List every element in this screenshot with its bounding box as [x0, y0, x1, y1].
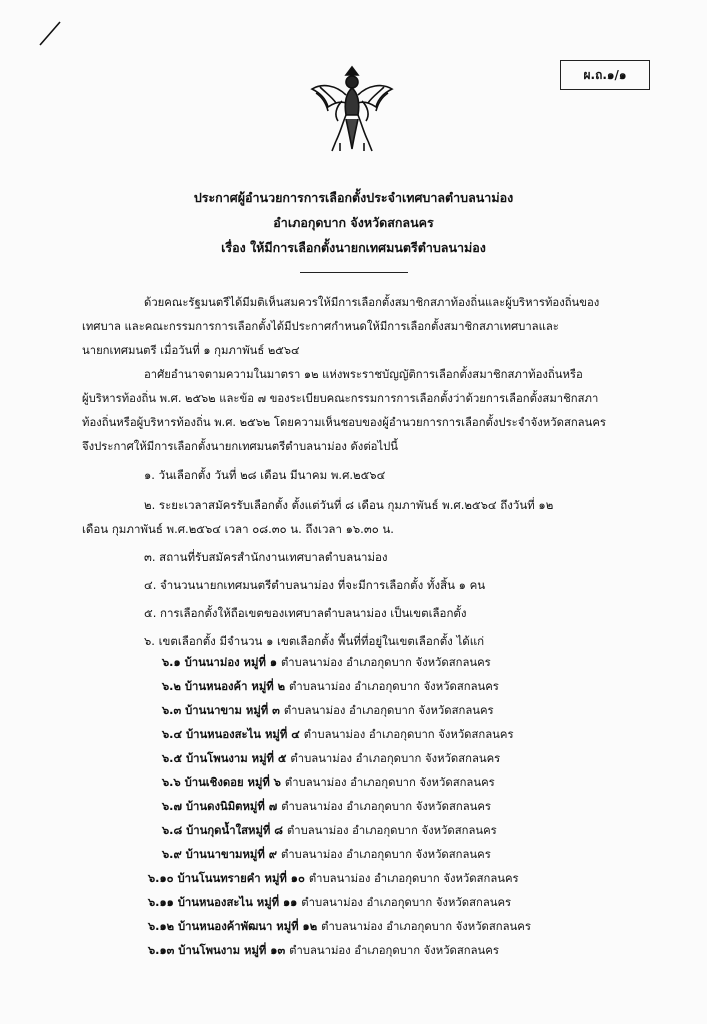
village-name: ๖.๗ บ้านดงนิมิตหมู่ที่ ๗ [162, 800, 278, 813]
village-name: ๖.๔ บ้านหนองสะไน หมู่ที่ ๔ [162, 728, 300, 741]
village-name: ๖.๖ บ้านเชิงดอย หมู่ที่ ๖ [162, 776, 281, 789]
title-divider [300, 272, 408, 273]
paragraph-line: นายกเทศมนตรี เมื่อวันที่ ๑ กุมภาพันธ์ ๒๕๖๔ [82, 344, 300, 357]
form-code: ผ.ถ.๑/๑ [583, 67, 627, 82]
village-address: ตำบลนาม่อง อำเภอกุดบาก จังหวัดสกลนคร [289, 944, 499, 957]
village-row [162, 776, 495, 790]
pen-mark [36, 18, 66, 48]
village-row [162, 656, 491, 670]
item-district-list: ๖. เขตเลือกตั้ง มีจำนวน ๑ เขตเลือกตั้ง พื้นที่ที่อยู่ในเขตเลือกตั้ง ได้แก่ [144, 634, 485, 648]
village-row [148, 872, 519, 886]
village-address: ตำบลนาม่อง อำเภอกุดบาก จังหวัดสกลนคร [308, 872, 519, 885]
item-mayor-count: ๔. จำนวนนายกเทศมนตรีตำบลนาม่อง ที่จะมีการเลือกตั้ง ทั้งสิ้น ๑ คน [144, 578, 486, 592]
item-application-period: ๒. ระยะเวลาสมัครรับเลือกตั้ง ตั้งแต่วันที่ ๘ เดือน กุมภาพันธ์ พ.ศ.๒๕๖๔ ถึงวันที่ ๑๒ [144, 498, 554, 512]
village-name: ๖.๑๒ บ้านหนองค้าพัฒนา หมู่ที่ ๑๒ [148, 920, 318, 933]
village-address: ตำบลนาม่อง อำเภอกุดบาก จังหวัดสกลนคร [290, 752, 501, 765]
announcement-location: อำเภอกุดบาก จังหวัดสกลนคร [273, 215, 434, 230]
village-address: ตำบลนาม่อง อำเภอกุดบาก จังหวัดสกลนคร [281, 800, 491, 813]
village-name: ๖.๓ บ้านนาขาม หมู่ที่ ๓ [162, 704, 280, 717]
village-address: ตำบลนาม่อง อำเภอกุดบาก จังหวัดสกลนคร [280, 656, 491, 669]
village-name: ๖.๑๓ บ้านโพนงาม หมู่ที่ ๑๓ [148, 944, 286, 957]
village-row [162, 704, 494, 718]
village-row [162, 824, 497, 838]
announcement-title: ประกาศผู้อำนวยการการเลือกตั้งประจำเทศบาลตำบลนาม่อง [193, 190, 514, 205]
village-row [162, 848, 491, 862]
village-address: ตำบลนาม่อง อำเภอกุดบาก จังหวัดสกลนคร [280, 848, 491, 861]
village-row [148, 920, 531, 934]
form-code-box [560, 60, 650, 90]
village-row [148, 944, 499, 958]
village-name: ๖.๒ บ้านหนองค้า หมู่ที่ ๒ [162, 680, 286, 693]
village-address: ตำบลนาม่อง อำเภอกุดบาก จังหวัดสกลนคร [283, 704, 494, 717]
paragraph-line: จึงประกาศให้มีการเลือกตั้งนายกเทศมนตรีตำบลนาม่อง ดังต่อไปนี้ [82, 440, 399, 453]
village-row [148, 896, 511, 910]
village-address: ตำบลนาม่อง อำเภอกุดบาก จังหวัดสกลนคร [301, 896, 512, 909]
village-address: ตำบลนาม่อง อำเภอกุดบาก จังหวัดสกลนคร [289, 680, 499, 693]
village-name: ๖.๕ บ้านโพนงาม หมู่ที่ ๕ [162, 752, 287, 765]
garuda-emblem [306, 63, 398, 155]
paragraph-line: เทศบาล และคณะกรรมการการเลือกตั้งได้มีประกาศกำหนดให้มีการเลือกตั้งสมาชิกสภาเทศบาลและ [82, 320, 559, 333]
village-name: ๖.๑๐ บ้านโนนทรายคำ หมู่ที่ ๑๐ [148, 872, 305, 885]
item-application-place: ๓. สถานที่รับสมัครสำนักงานเทศบาลตำบลนาม่อง [144, 550, 388, 564]
paragraph-line: อาศัยอำนาจตามความในมาตรา ๑๒ แห่งพระราชบัญญัติการเลือกตั้งสมาชิกสภาท้องถิ่นหรือ [144, 368, 583, 381]
village-row [162, 728, 514, 742]
item-application-period-cont: เดือน กุมภาพันธ์ พ.ศ.๒๕๖๔ เวลา ๐๘.๓๐ น. ถึงเวลา ๑๖.๓๐ น. [82, 522, 394, 536]
village-address: ตำบลนาม่อง อำเภอกุดบาก จังหวัดสกลนคร [284, 776, 495, 789]
village-row [162, 752, 500, 766]
paragraph-line: ท้องถิ่นหรือผู้บริหารท้องถิ่น พ.ศ. ๒๕๖๒ โดยความเห็นชอบของผู้อำนวยการการเลือกตั้งประจำจังหวัดสกลนคร [82, 416, 606, 429]
paragraph-line: ด้วยคณะรัฐมนตรีได้มีมติเห็นสมควรให้มีการเลือกตั้งสมาชิกสภาท้องถิ่นและผู้บริหารท้องถิ่นของ [144, 296, 600, 309]
announcement-subject: เรื่อง ให้มีการเลือกตั้งนายกเทศมนตรีตำบลนาม่อง [221, 240, 486, 255]
village-name: ๖.๘ บ้านกุดน้ำใสหมู่ที่ ๘ [162, 824, 283, 837]
village-address: ตำบลนาม่อง อำเภอกุดบาก จังหวัดสกลนคร [321, 920, 531, 933]
village-address: ตำบลนาม่อง อำเภอกุดบาก จังหวัดสกลนคร [286, 824, 497, 837]
item-constituency: ๕. การเลือกตั้งให้ถือเขตของเทศบาลตำบลนาม่อง เป็นเขตเลือกตั้ง [144, 606, 467, 620]
item-election-date: ๑. วันเลือกตั้ง วันที่ ๒๘ เดือน มีนาคม พ.ศ.๒๕๖๔ [144, 468, 386, 482]
village-address: ตำบลนาม่อง อำเภอกุดบาก จังหวัดสกลนคร [303, 728, 514, 741]
village-name: ๖.๙ บ้านนาขามหมู่ที่ ๙ [162, 848, 278, 861]
village-name: ๖.๑ บ้านนาม่อง หมู่ที่ ๑ [162, 656, 277, 669]
village-name: ๖.๑๑ บ้านหนองสะไน หมู่ที่ ๑๑ [148, 896, 298, 909]
village-row [162, 680, 499, 694]
paragraph-line: ผู้บริหารท้องถิ่น พ.ศ. ๒๕๖๒ และข้อ ๗ ของระเบียบคณะกรรมการการเลือกตั้งว่าด้วยการเลือกตั้งสมาชิกสภา [82, 392, 599, 405]
village-row [162, 800, 491, 814]
